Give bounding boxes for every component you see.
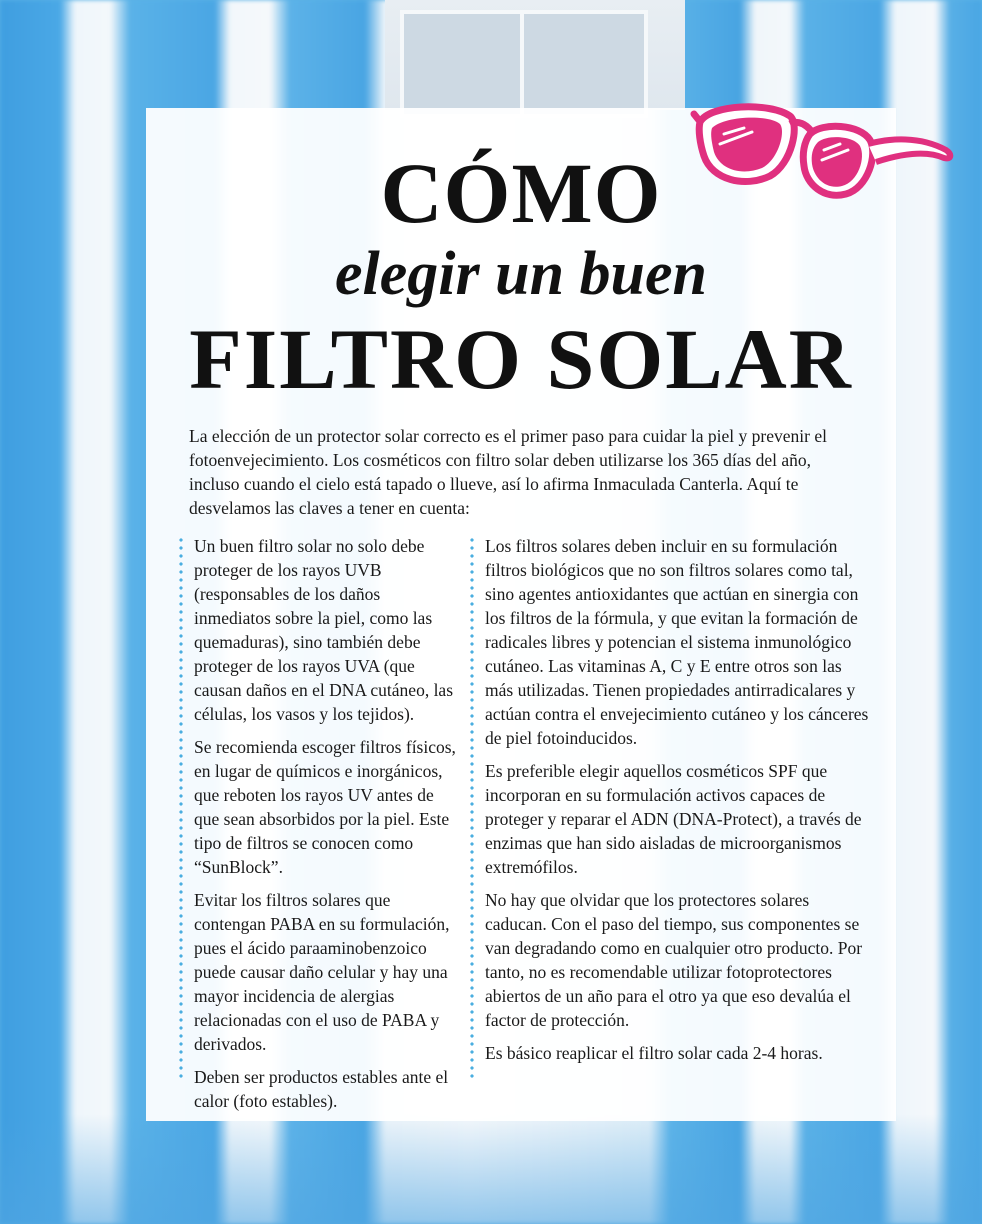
- title-line-2: elegir un buen: [334, 240, 708, 308]
- tip-paragraph: Evitar los filtros solares que contengan PABA en su formulación, pues el ácido paraaminobenzoico puede causar daño celular y hay una mayor incidencia de alergias relacionadas con el uso de PABA y derivados.: [194, 890, 450, 1054]
- intro-paragraph: La elección de un protector solar correcto es el primer paso para cuidar la piel y prevenir el fotoenvejecimiento. Los cosméticos con filtro solar deben utilizarse los 365 días del año, incluso cuando el cielo está tapado o llueve, así lo afirma Inmaculada Canterla. Aquí te desvelamos las claves a tener en cuenta:: [189, 426, 827, 518]
- tip-paragraph: Es preferible elegir aquellos cosméticos SPF que incorporan en su formulación activos capaces de proteger y reparar el ADN (DNA-Protect), a través de enzimas que han sido aisladas de microorganismos extremófilos.: [485, 761, 862, 877]
- left-column: [180, 534, 458, 1122]
- background-bottom-shade: [0, 1114, 982, 1224]
- background-window: [400, 10, 528, 118]
- tip-paragraph: Es básico reaplicar el filtro solar cada 2-4 horas.: [485, 1043, 823, 1063]
- tip-paragraph: Deben ser productos estables ante el calor (foto estables).: [194, 1067, 449, 1111]
- tip-paragraph: Se recomienda escoger filtros físicos, en lugar de químicos e inorgánicos, que reboten los rayos UV antes de que sean absorbidos por la piel. Este tipo de filtros se conocen como “SunBlock”.: [194, 737, 456, 877]
- tip-paragraph: No hay que olvidar que los protectores solares caducan. Con el paso del tiempo, sus componentes se van degradando como en cualquier otro producto. Por tanto, no es recomendable utilizar fotoprotectores abiertos de un año para el otro ya que eso devalúa el factor de protección.: [485, 890, 863, 1030]
- tip-paragraph: Los filtros solares deben incluir en su formulación filtros biológicos que no son filtros solares como tal, sino agentes antioxidantes que actúan en sinergia con los filtros de la fórmula, y que evitan la formación de radicales libres y potencian el sistema inmunológico cutáneo. Las vitaminas A, C y E entre otros son las más utilizadas. Tienen propiedades antirradicalares y actúan contra el envejecimiento cutáneo y los cánceres de piel fotoinducidos.: [485, 536, 869, 748]
- title-line-3: FILTRO SOLAR: [189, 311, 853, 407]
- background-window: [520, 10, 648, 118]
- tip-paragraph: Un buen filtro solar no solo debe proteger de los rayos UVB (responsables de los daños inmediatos sobre la piel, como las quemaduras), sino también debe proteger de los rayos UVA (que causan daños en el DNA cutáneo, las células, los vasos y los tejidos).: [194, 536, 454, 724]
- right-column: [471, 534, 871, 1074]
- title-line-1: CÓMO: [380, 145, 662, 241]
